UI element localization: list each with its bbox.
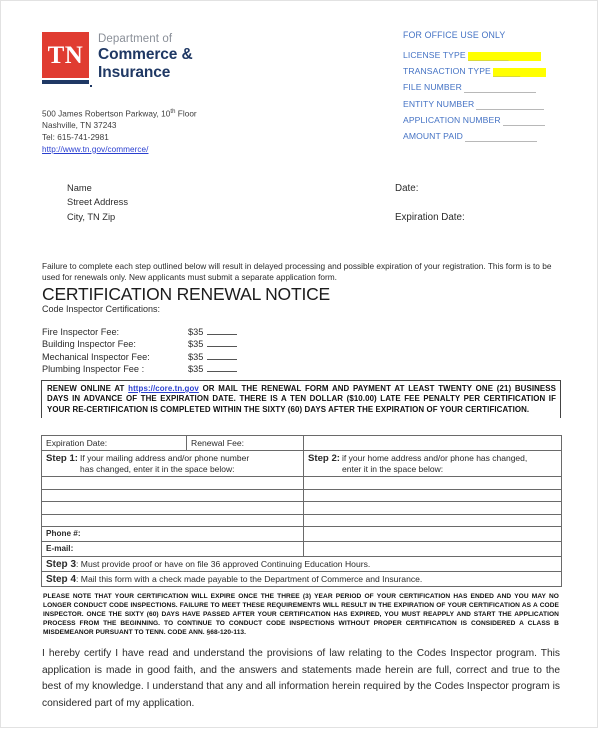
fee-row — [42, 338, 237, 350]
fee-amount: $35 — [188, 327, 204, 337]
step1-label: Step 1: — [46, 452, 78, 464]
certification-statement: I hereby certify I have read and understand the provisions of law relating to the Codes Inspector program. This application is made in good faith, and the answers and statements made herein are full, correct and true to the best of my knowledge. I understand that any and all information herein required by the Codes Inspector program is considered part of my application. — [42, 648, 560, 709]
table-row — [42, 514, 562, 527]
agency-name — [98, 32, 193, 81]
step2-entry-line[interactable] — [304, 542, 562, 557]
step2-entry-line[interactable] — [304, 477, 562, 490]
fee-entry-field[interactable] — [207, 363, 237, 372]
step1-text: If your mailing address and/or phone number has changed, enter it in the space below: — [80, 452, 250, 474]
step1-cell — [42, 451, 304, 477]
table-row — [42, 489, 562, 502]
file-number-field[interactable] — [464, 84, 536, 93]
application-number-label: APPLICATION NUMBER — [403, 114, 501, 125]
entity-number-label: ENTITY NUMBER — [403, 98, 475, 109]
step2-cell — [304, 451, 562, 477]
step1-entry-line[interactable] — [42, 477, 304, 490]
file-number-label: FILE NUMBER — [403, 82, 462, 93]
office-use-title: FOR OFFICE USE ONLY — [403, 30, 506, 40]
intro-paragraph: Failure to complete each step outlined below will result in delayed processing and possible expiration of your registration. This form is to be used for renewals only. New applicants must submit a separate application form. — [42, 261, 552, 283]
license-type-field[interactable]: _________ — [468, 52, 541, 61]
agency-name-line2: Insurance — [98, 63, 171, 81]
expiration-date-label: Expiration Date: — [395, 212, 465, 223]
phone-label-cell[interactable]: Phone #: — [42, 527, 304, 542]
table-row — [42, 502, 562, 515]
agency-logo — [42, 32, 242, 84]
renewal-steps-table — [41, 435, 562, 587]
fee-amount: $35 — [188, 339, 204, 350]
fee-label: Mechanical Inspector Fee: — [42, 351, 150, 362]
page-title: CERTIFICATION RENEWAL NOTICE — [42, 284, 331, 304]
amount-paid-field[interactable] — [465, 133, 537, 142]
table-row — [42, 527, 562, 542]
office-use-block — [403, 30, 578, 147]
agency-website-link[interactable]: http://www.tn.gov/commerce/ — [42, 144, 149, 154]
renewal-fee-cell[interactable]: Renewal Fee: — [187, 436, 304, 451]
logo-period-dot — [90, 85, 92, 87]
fee-label: Plumbing Inspector Fee : — [42, 364, 145, 375]
table-row — [42, 572, 562, 587]
recipient-street: Street Address — [67, 197, 128, 208]
renew-notice-post: OR MAIL THE RENEWAL FORM AND PAYMENT AT LEAST TWENTY ONE (21) BUSINESS DAYS IN ADVANCE OF THE EXPIRATION DATE. THERE IS A TEN DOLLAR ($10.00) LATE FEE PENALTY PER CERTIFICATION IF YOUR RE-CERTIFICATION IS COMPLETED WITHIN THE SIXTY (60) DAYS AFTER THE EXPIRATION OF YOUR CERTIFICATION. — [47, 384, 556, 414]
fee-amount: $35 — [188, 364, 204, 375]
fee-list — [42, 326, 237, 376]
department-label: Department of — [98, 33, 173, 45]
step1-entry-line[interactable] — [42, 514, 304, 527]
document-header — [1, 1, 597, 166]
step1-entry-line[interactable] — [42, 502, 304, 515]
office-row-entity-number — [403, 99, 578, 110]
step3-cell — [42, 557, 562, 572]
step4-cell — [42, 572, 562, 587]
step1-entry-line[interactable] — [42, 489, 304, 502]
table-row — [42, 557, 562, 572]
fee-row — [42, 326, 237, 338]
recipient-name: Name — [67, 183, 92, 193]
table-row — [42, 436, 562, 451]
entity-number-field[interactable] — [476, 101, 544, 110]
step3-text: : Must provide proof or have on file 36 approved Continuing Education Hours. — [76, 558, 371, 569]
tn-logo-mark — [42, 32, 89, 84]
date-fields-block — [395, 182, 465, 225]
tn-monogram: TN — [42, 32, 89, 78]
step4-label: Step 4 — [46, 573, 77, 585]
office-row-file-number — [403, 82, 578, 93]
office-row-license-type — [403, 50, 578, 61]
fee-label: Building Inspector Fee: — [42, 339, 136, 350]
fee-row — [42, 363, 237, 375]
step2-label: Step 2: — [308, 452, 340, 464]
core-portal-link[interactable]: https://core.tn.gov — [128, 384, 199, 393]
page-subtitle: Code Inspector Certifications: — [42, 304, 161, 314]
recipient-city-state-zip: City, TN Zip — [67, 211, 116, 222]
expiration-notice-paragraph: PLEASE NOTE THAT YOUR CERTIFICATION WILL EXPIRE ONCE THE THREE (3) YEAR PERIOD OF YOUR CERTIFICATION HAS ENDED AND YOU MAY NO LONGER CONDUCT CODE INSPECTIONS. FAILURE TO MEET THESE REQUIREMENTS WILL RESULT IN THE EXPIRATION OF YOUR CERTIFICATION AS A CODE INSPECTOR. ONCE THE SIXTY (60) DAYS HAVE PASSED AFTER YOUR CERTIFICATION HAS EXPIRED, YOU MUST REAPPLY AND START THE APPLICATION PROCESS FROM THE BEGINNING. TO CONTINUE TO CONDUCT CODE INSPECTIONS WITHOUT PROPER CERTIFICATION IS CONSIDERED A CLASS B MISDEMEANOR PURSUANT TO TENN. CODE ANN. §68-120-113. — [43, 593, 559, 637]
email-label-cell[interactable]: E-mail: — [42, 542, 304, 557]
address-line-2: Nashville, TN 37243 — [42, 121, 117, 131]
fee-entry-field[interactable] — [207, 338, 237, 347]
step2-entry-line[interactable] — [304, 502, 562, 515]
amount-paid-label: AMOUNT PAID — [403, 130, 463, 141]
transaction-type-label: TRANSACTION TYPE — [403, 66, 491, 77]
ordinal-suffix: th — [170, 109, 176, 115]
renew-notice-pre: RENEW ONLINE AT — [47, 384, 129, 393]
address-phone: Tel: 615-741-2981 — [42, 132, 109, 142]
empty-cell[interactable] — [304, 436, 562, 451]
expiration-date-cell[interactable]: Expiration Date: — [42, 436, 187, 451]
office-row-transaction-type — [403, 66, 578, 77]
step4-text: : Mail this form with a check made payable to the Department of Commerce and Insurance. — [76, 573, 423, 584]
tn-underline-bar — [42, 80, 89, 84]
fee-label: Fire Inspector Fee: — [42, 327, 120, 337]
license-type-label: LICENSE TYPE — [403, 50, 466, 60]
step2-entry-line[interactable] — [304, 514, 562, 527]
table-row — [42, 477, 562, 490]
date-label: Date: — [395, 183, 419, 194]
fee-row — [42, 351, 237, 363]
table-row — [42, 451, 562, 477]
application-number-field[interactable] — [503, 117, 545, 126]
step2-entry-line[interactable] — [304, 527, 562, 542]
step2-entry-line[interactable] — [304, 489, 562, 502]
fee-amount: $35 — [188, 351, 204, 362]
renew-online-notice — [41, 380, 561, 418]
transaction-type-field[interactable]: ______ — [493, 68, 546, 77]
table-row — [42, 542, 562, 557]
step2-text: if your home address and/or phone has changed, enter it in the space below: — [342, 452, 528, 474]
recipient-address-block — [67, 181, 128, 224]
address-line-1: 500 James Robertson Parkway, 10th Floor — [42, 109, 197, 119]
fee-entry-field[interactable] — [207, 351, 237, 360]
step3-label: Step 3 — [46, 558, 77, 570]
agency-name-line1: Commerce & — [98, 46, 193, 63]
fee-entry-field[interactable] — [207, 326, 237, 335]
office-row-amount-paid — [403, 131, 578, 142]
office-row-application-number — [403, 115, 578, 126]
agency-address — [42, 107, 197, 155]
